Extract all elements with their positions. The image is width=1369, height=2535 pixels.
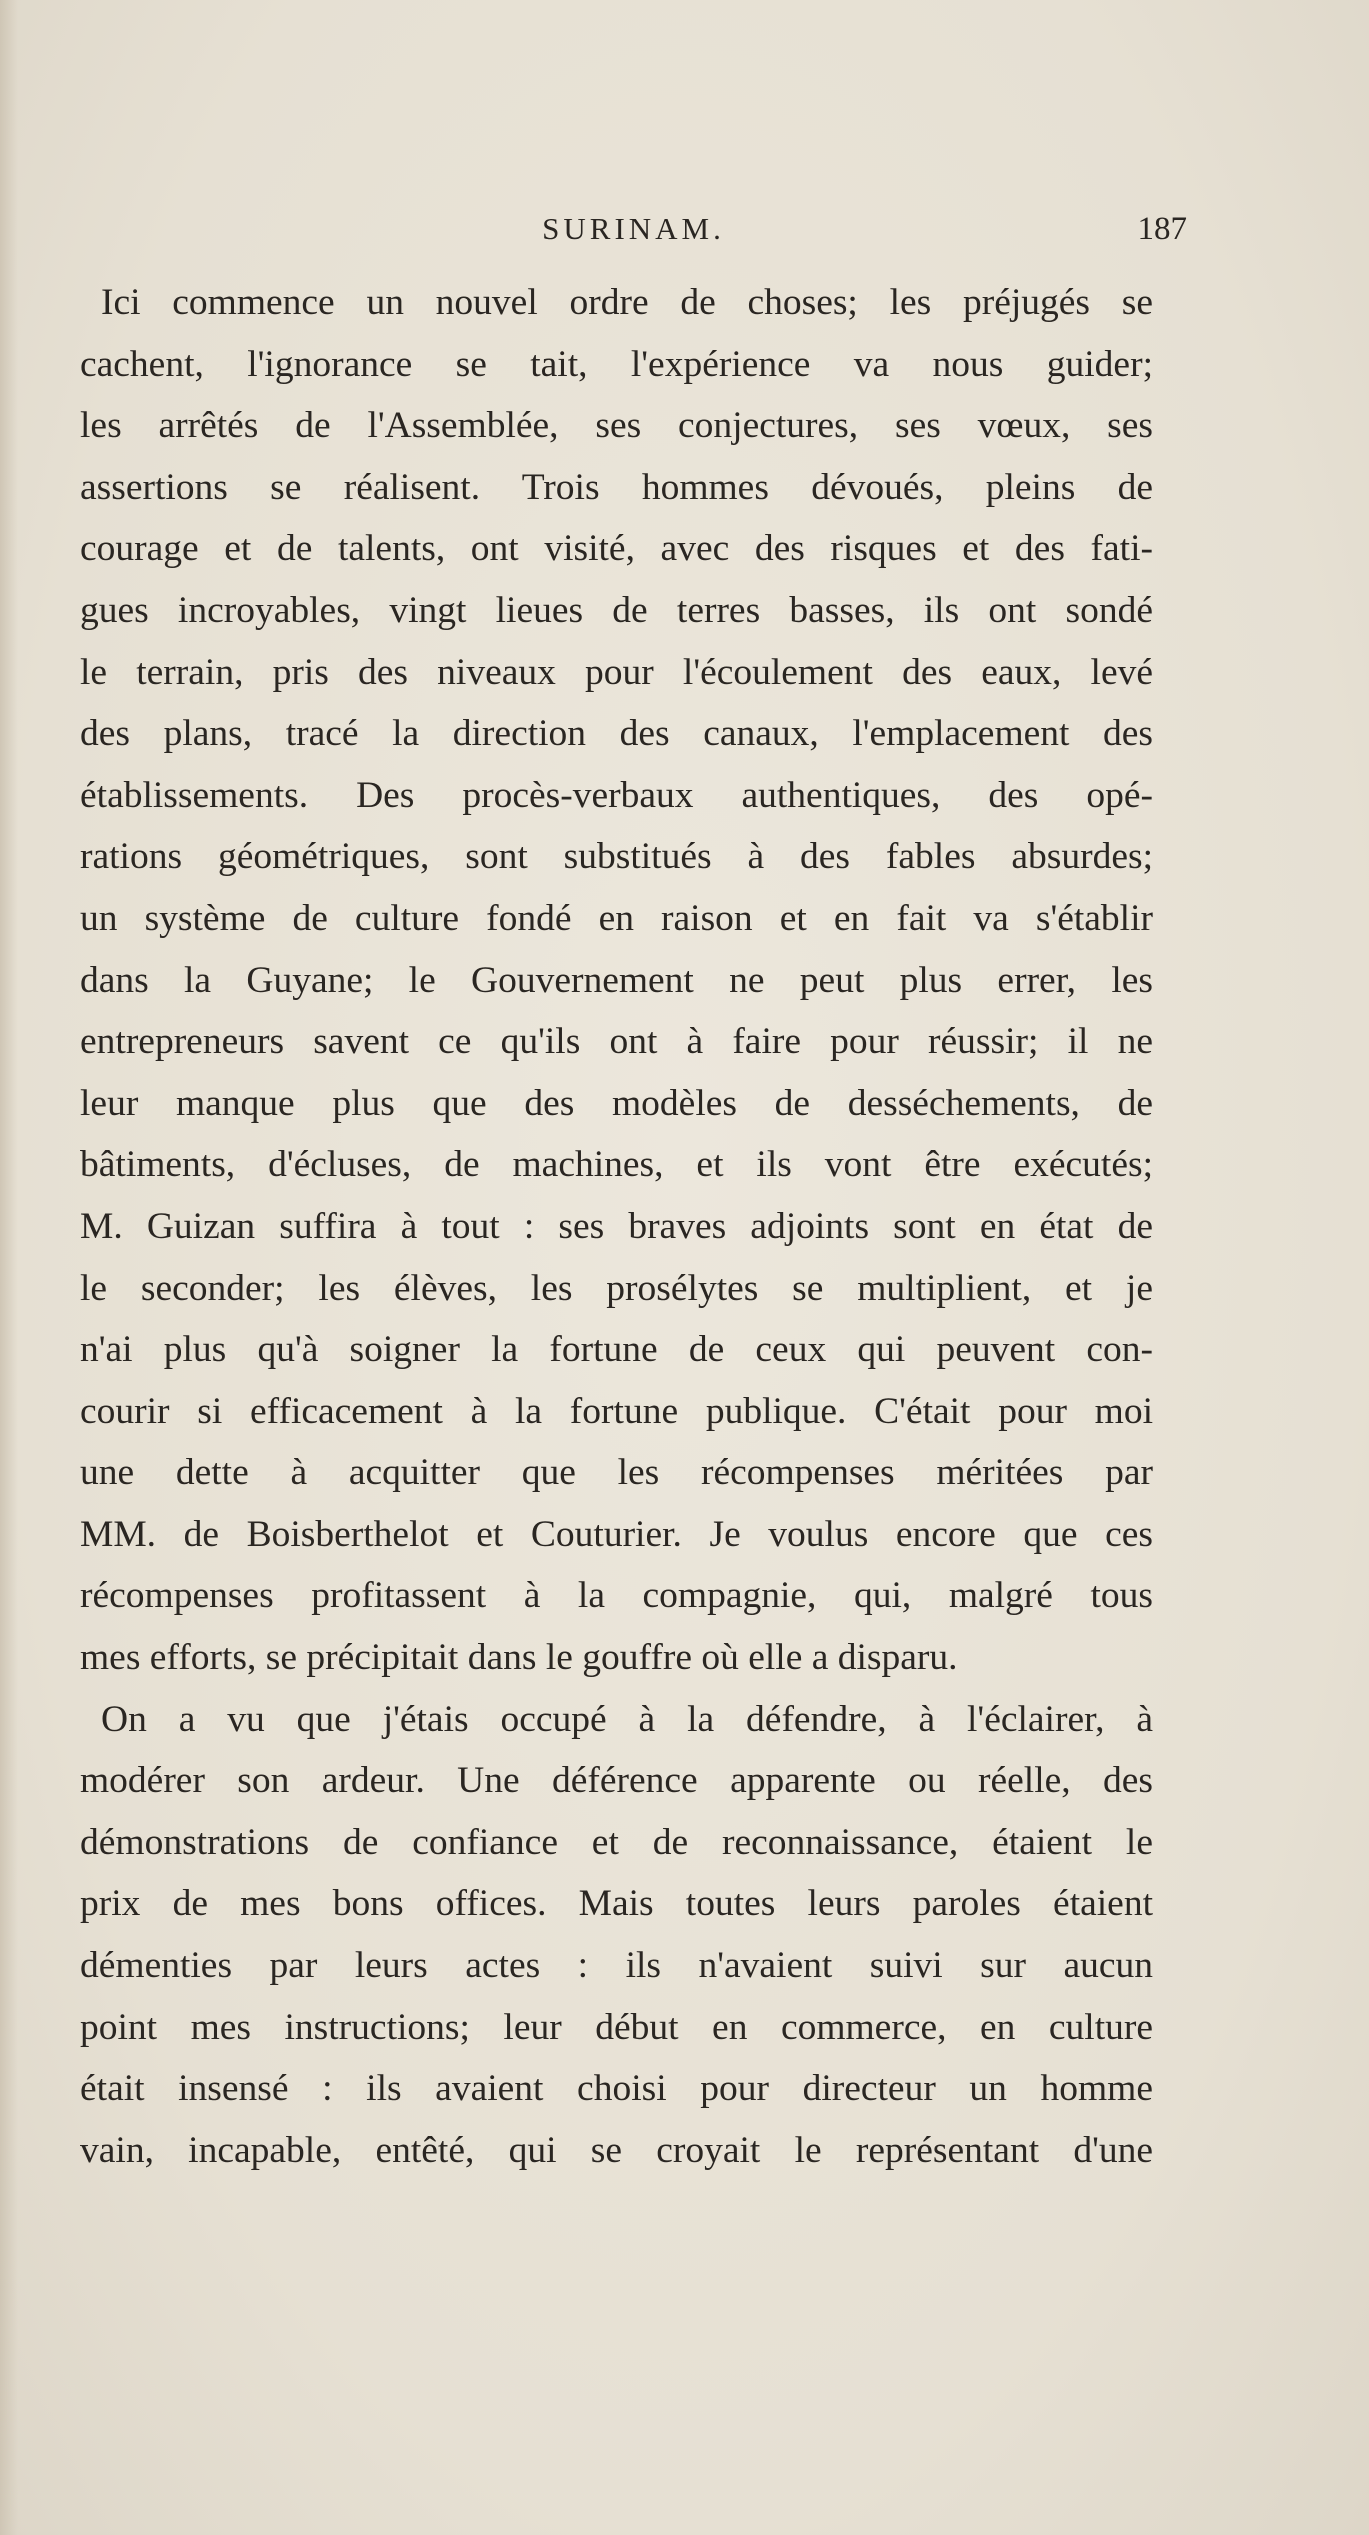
text-line: était insensé : ils avaient choisi pour directeur un homme — [80, 2068, 1153, 2110]
text-line: vain, incapable, entêté, qui se croyait le représentant d'une — [80, 2129, 1153, 2171]
text-line: Ici commence un nouvel ordre de choses; les préjugés se — [101, 282, 1153, 323]
text-line: n'ai plus qu'à soigner la fortune de ceux qui peuvent con- — [80, 1329, 1153, 1371]
text-line: dans la Guyane; le Gouvernement ne peut plus errer, les — [80, 959, 1153, 1001]
text-line: une dette à acquitter que les récompenses méritées par — [80, 1452, 1153, 1494]
text-line: point mes instructions; leur début en commerce, en culture — [80, 2006, 1153, 2048]
running-title: SURINAM. — [542, 211, 725, 246]
text-line: MM. de Boisberthelot et Couturier. Je voulus encore que ces — [80, 1513, 1153, 1555]
text-line: récompenses profitassent à la compagnie, qui, malgré tous — [80, 1575, 1153, 1617]
text-line: assertions se réalisent. Trois hommes dévoués, pleins de — [80, 466, 1153, 508]
text-line: courir si efficacement à la fortune publique. C'était pour moi — [80, 1390, 1153, 1432]
text-line: prix de mes bons offices. Mais toutes leurs paroles étaient — [80, 1883, 1153, 1925]
running-head — [80, 204, 1187, 254]
text-line: mes efforts, se précipitait dans le gouffre où elle a disparu. — [80, 1637, 958, 1679]
text-line: le terrain, pris des niveaux pour l'écoulement des eaux, levé — [80, 651, 1153, 693]
text-line: M. Guizan suffira à tout : ses braves adjoints sont en état de — [80, 1205, 1153, 1247]
text-line: bâtiments, d'écluses, de machines, et ils vont être exécutés; — [80, 1144, 1153, 1186]
text-line: On a vu que j'étais occupé à la défendre, à l'éclairer, à — [101, 1698, 1153, 1740]
text-line: démenties par leurs actes : ils n'avaient suivi sur aucun — [80, 1945, 1153, 1987]
text-line: modérer son ardeur. Une déférence apparente ou réelle, des — [80, 1760, 1153, 1802]
spine-shadow — [0, 0, 18, 2535]
text-line: rations géométriques, sont substitués à des fables absurdes; — [80, 836, 1153, 878]
text-line: le seconder; les élèves, les prosélytes se multiplient, et je — [80, 1267, 1153, 1309]
text-line: des plans, tracé la direction des canaux, l'emplacement des — [80, 713, 1153, 755]
text-line: établissements. Des procès-verbaux authentiques, des opé- — [80, 774, 1153, 816]
text-line: cachent, l'ignorance se tait, l'expérience va nous guider; — [80, 343, 1153, 385]
text-line: entrepreneurs savent ce qu'ils ont à faire pour réussir; il ne — [80, 1021, 1153, 1063]
text-line: les arrêtés de l'Assemblée, ses conjectures, ses vœux, ses — [80, 405, 1153, 447]
body-text — [80, 272, 1153, 2181]
text-line: un système de culture fondé en raison et en fait va s'établir — [80, 897, 1153, 939]
text-line: leur manque plus que des modèles de desséchements, de — [80, 1082, 1153, 1124]
text-line: démonstrations de confiance et de reconnaissance, étaient le — [80, 1821, 1153, 1863]
text-line: courage et de talents, ont visité, avec des risques et des fati- — [80, 528, 1153, 570]
text-line: gues incroyables, vingt lieues de terres basses, ils ont sondé — [80, 589, 1153, 631]
page-number: 187 — [1137, 211, 1187, 247]
